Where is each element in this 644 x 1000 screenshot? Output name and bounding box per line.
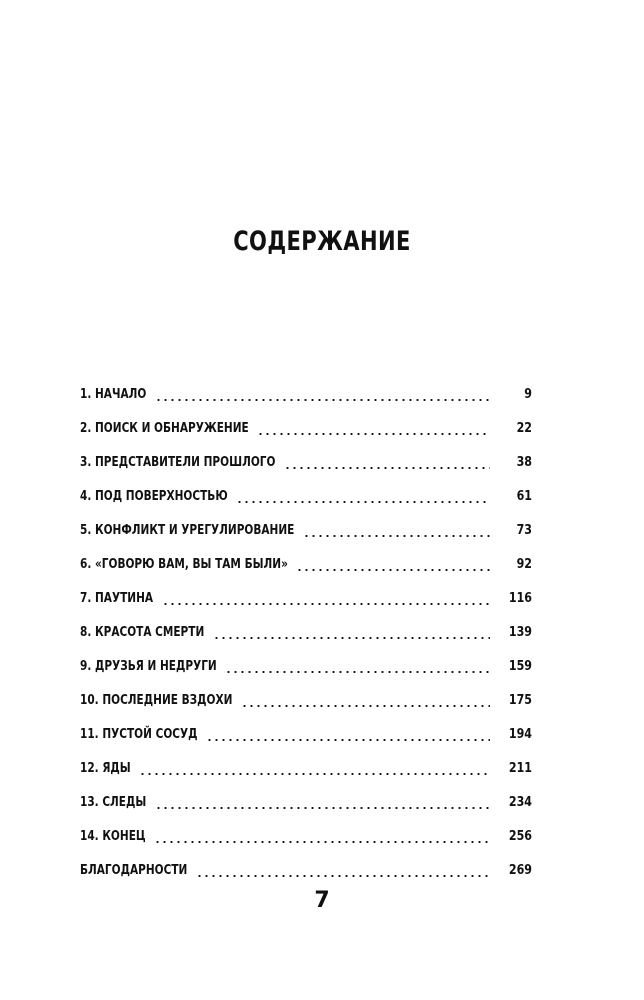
toc-entry bbox=[80, 615, 532, 649]
toc-entry-label: 1. НАЧАЛО bbox=[80, 386, 147, 402]
toc-entry-page: 269 bbox=[508, 862, 532, 878]
toc-entry-page: 194 bbox=[508, 726, 532, 742]
toc-entry bbox=[80, 819, 532, 853]
toc-entry-label: 13. СЛЕДЫ bbox=[80, 794, 147, 810]
toc-entry-page: 211 bbox=[508, 760, 532, 776]
toc-entry-label: 11. ПУСТОЙ СОСУД bbox=[80, 726, 198, 742]
toc-entry bbox=[80, 377, 532, 411]
table-of-contents bbox=[80, 377, 532, 887]
toc-entry bbox=[80, 649, 532, 683]
dot-leader bbox=[284, 467, 490, 469]
toc-entry-label: 5. КОНФЛИКТ И УРЕГУЛИРОВАНИЕ bbox=[80, 522, 295, 538]
toc-entry bbox=[80, 853, 532, 887]
dot-leader bbox=[196, 875, 490, 877]
toc-entry-label: БЛАГОДАРНОСТИ bbox=[80, 862, 188, 878]
dot-leader bbox=[206, 739, 490, 741]
dot-leader bbox=[257, 433, 490, 435]
dot-leader bbox=[296, 569, 490, 571]
toc-entry-label: 6. «ГОВОРЮ ВАМ, ВЫ ТАМ БЫЛИ» bbox=[80, 556, 288, 572]
dot-leader bbox=[241, 705, 490, 707]
toc-entry-label: 14. КОНЕЦ bbox=[80, 828, 146, 844]
dot-leader bbox=[162, 603, 490, 605]
toc-entry-page: 116 bbox=[508, 590, 532, 606]
toc-entry bbox=[80, 683, 532, 717]
toc-entry-page: 92 bbox=[516, 556, 532, 572]
toc-entry bbox=[80, 785, 532, 819]
toc-entry-page: 139 bbox=[508, 624, 532, 640]
toc-entry-page: 38 bbox=[516, 454, 532, 470]
toc-entry-label: 3. ПРЕДСТАВИТЕЛИ ПРОШЛОГО bbox=[80, 454, 276, 470]
dot-leader bbox=[213, 637, 490, 639]
toc-entry-label: 9. ДРУЗЬЯ И НЕДРУГИ bbox=[80, 658, 217, 674]
toc-entry-label: 7. ПАУТИНА bbox=[80, 590, 154, 606]
toc-entry-label: 12. ЯДЫ bbox=[80, 760, 131, 776]
toc-entry bbox=[80, 479, 532, 513]
toc-entry-page: 234 bbox=[508, 794, 532, 810]
toc-entry-label: 4. ПОД ПОВЕРХНОСТЬЮ bbox=[80, 488, 228, 504]
toc-entry-page: 256 bbox=[508, 828, 532, 844]
toc-entry-page: 61 bbox=[516, 488, 532, 504]
dot-leader bbox=[236, 501, 490, 503]
toc-entry bbox=[80, 547, 532, 581]
dot-leader bbox=[225, 671, 490, 673]
toc-entry-page: 159 bbox=[508, 658, 532, 674]
page-number: 7 bbox=[314, 888, 330, 913]
toc-entry-page: 175 bbox=[508, 692, 532, 708]
toc-entry bbox=[80, 717, 532, 751]
dot-leader bbox=[154, 841, 490, 843]
dot-leader bbox=[139, 773, 490, 775]
toc-entry bbox=[80, 445, 532, 479]
toc-entry-page: 73 bbox=[516, 522, 532, 538]
toc-entry-page: 22 bbox=[516, 420, 532, 436]
toc-entry-label: 8. КРАСОТА СМЕРТИ bbox=[80, 624, 205, 640]
toc-entry-page: 9 bbox=[524, 386, 532, 402]
toc-entry bbox=[80, 751, 532, 785]
page-title: СОДЕРЖАНИЕ bbox=[233, 226, 411, 257]
toc-entry bbox=[80, 513, 532, 547]
toc-entry-label: 10. ПОСЛЕДНИЕ ВЗДОХИ bbox=[80, 692, 233, 708]
toc-entry-label: 2. ПОИСК И ОБНАРУЖЕНИЕ bbox=[80, 420, 249, 436]
toc-entry bbox=[80, 581, 532, 615]
dot-leader bbox=[155, 399, 490, 401]
dot-leader bbox=[303, 535, 490, 537]
dot-leader bbox=[155, 807, 490, 809]
toc-entry bbox=[80, 411, 532, 445]
